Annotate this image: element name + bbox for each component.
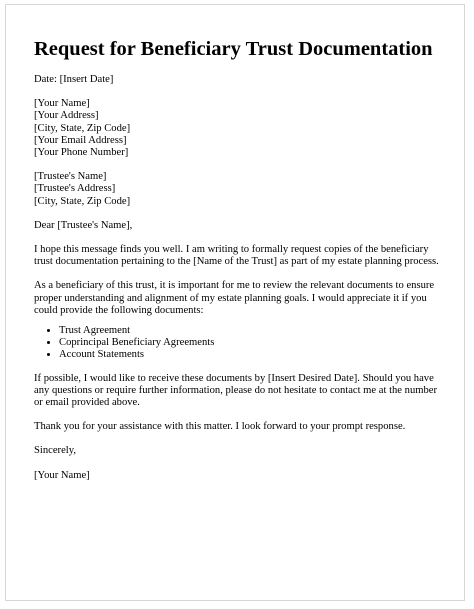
paragraph-thanks: Thank you for your assistance with this matter. I look forward to your prompt response. <box>34 421 406 433</box>
paragraph-request: As a beneficiary of this trust, it is important for me to review the relevant documents to ensure proper understanding and alignment of my estate planning goals. I would appreciate it if you could provide the following documents: <box>34 280 435 316</box>
closing: Sincerely, <box>34 445 76 457</box>
letter-title: Request for Beneficiary Trust Documentation <box>34 38 433 60</box>
recipient-address-block <box>34 171 444 208</box>
list-item: • Trust Agreement <box>59 325 444 337</box>
date-line: Date: [Insert Date] <box>34 74 114 85</box>
sender-address: [Your Address] <box>34 110 99 122</box>
recipient-address: [Trustee's Address] <box>34 183 116 195</box>
list-item: • Coprincipal Beneficiary Agreements <box>59 337 444 349</box>
sender-email: [Your Email Address] <box>34 134 127 146</box>
paragraph-intro: I hope this message finds you well. I am writing to formally request copies of the beneficiary trust documentation pertaining to the [Name of the Trust] as part of my estate planning process. <box>34 244 439 268</box>
sender-address-block <box>34 98 444 159</box>
letter-content <box>34 37 444 494</box>
documents-list <box>34 325 444 362</box>
list-item: • Account Statements <box>59 349 444 361</box>
recipient-city-state-zip: [City, State, Zip Code] <box>34 195 131 207</box>
sender-name: [Your Name] <box>34 98 90 110</box>
recipient-name: [Trustee's Name] <box>34 171 107 183</box>
paragraph-deadline: If possible, I would like to receive these documents by [Insert Desired Date]. Should you have any questions or require further information, please do not hesitate to contact me at the number or email provided above. <box>34 372 438 409</box>
salutation: Dear [Trustee's Name], <box>34 219 133 231</box>
letter-page <box>5 4 465 601</box>
sender-city-state-zip: [City, State, Zip Code] <box>34 122 131 134</box>
signature: [Your Name] <box>34 469 90 481</box>
sender-phone: [Your Phone Number] <box>34 147 129 159</box>
